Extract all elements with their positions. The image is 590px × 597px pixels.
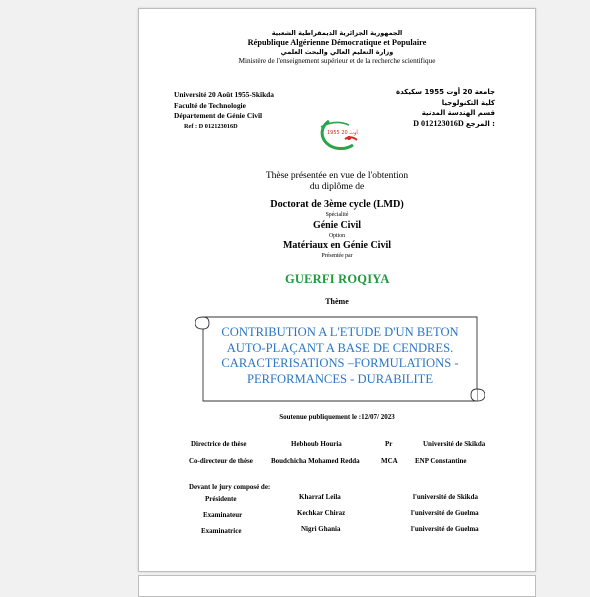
jury-institution-3: l'université de Guelma [411,525,479,533]
right-faculty: كلية التكنولوجيا [441,98,495,107]
jury-name-2: Kechkar Chiraz [297,509,346,517]
right-block [396,87,495,129]
supervisor-role: Directrice de thèse [191,440,247,448]
title-line-1: CONTRIBUTION A L'ETUDE D'UN BETON [221,325,459,339]
jury-institution-1: l'université de Skikda [413,493,478,501]
jury-institution-2: l'université de Guelma [411,509,479,517]
option-label: Option [328,233,346,239]
specialty-label: Spécialité [325,212,349,218]
title-line-4: PERFORMANCES - DURABILITE [246,371,434,386]
header-republic: République Algérienne Démocratique et Populaire [247,38,427,47]
next-page-edge [138,575,536,597]
cosupervisor-grade: MCA [381,457,398,465]
right-ref-row [396,119,495,130]
author-name: GUERFI ROQIYA [285,272,390,286]
jury-name-3: Nigri Ghania [301,525,341,533]
header-ministry: Ministère de l'enseignement supérieur et de la recherche scientifique [238,57,436,65]
left-department: Département de Génie Civil [174,111,263,120]
option: Matériaux en Génie Civil [282,240,392,251]
thesis-title [199,325,481,387]
title-line-2: AUTO-PLAÇANT A BASE DE CENDRES. [226,340,454,355]
title-line-3: CARACTERISATIONS –FORMULATIONS - [221,356,459,370]
right-ref-label: المرجع : [465,119,495,128]
theme-label: Thème [325,297,349,306]
cosupervisor-role: Co-directeur de thèse [189,457,253,465]
jury-role-2: Examinateur [203,511,243,519]
defense-date: Soutenue publiquement le :12/07/ 2023 [279,413,395,421]
supervisor-grade: Pr [385,440,393,448]
left-ref: Ref : D 012123016D [184,122,238,130]
document-page [138,8,536,572]
thesis-line2: du diplôme de [309,182,365,192]
left-faculty: Faculté de Technologie [174,100,246,110]
left-university: Université 20 Août 1955-Skikda [174,90,274,99]
presented-by: Présentée par [321,253,353,259]
degree: Doctorat de 3ème cycle (LMD) [270,199,404,210]
supervisor-name: Hebhoub Houria [291,440,342,448]
cosupervisor-institution: ENP Constantine [415,457,467,465]
right-university: جامعة 20 أوت 1955 سكيكدة [395,88,495,96]
supervisor-institution: Université de Skikda [423,440,486,448]
left-block [174,90,274,132]
jury-name-1: Kharraf Leila [299,493,341,501]
jury-role-3: Examinatrice [201,527,242,535]
right-department: قسم الهندسة المدنية [421,109,495,117]
thesis-line1: Thèse présentée en vue de l'obtention [265,171,409,181]
header-ar-republic: الجمهورية الجزائرية الديمقراطية الشعبية [271,29,403,37]
jury-heading: Devant le jury composé de: [189,483,271,491]
header-ar-ministry: وزارة التعليم العالي والبحث العلمي [280,48,394,56]
cosupervisor-name: Boudchicha Mohamed Redda [271,457,360,465]
jury-role-1: Présidente [205,495,237,503]
right-ref-value: D 012123016D [413,118,464,128]
logo-text: 1955 أوت 20 [327,130,358,136]
specialty: Génie Civil [312,220,362,231]
